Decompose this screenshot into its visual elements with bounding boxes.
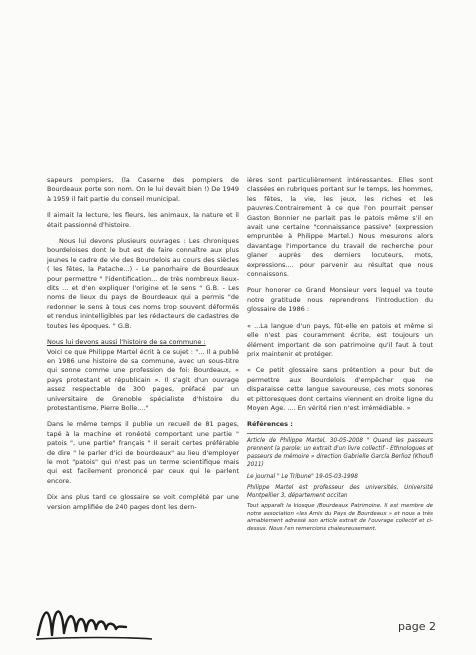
divider [247, 433, 433, 434]
paragraph: Il aimait la lecture, les fleurs, les animaux, la nature et il était passionné d'histoire. [47, 211, 239, 229]
section-subtitle: Nous lui devons aussi l'histoire de sa commune : [47, 338, 206, 347]
quote-paragraph: « ...La langue d'un pays, fût-elle en patois et même si elle n'est pas couramment écrite, est toujours un élément important de son patrimoine qu'il faut à tout prix maintenir et protéger. [247, 321, 433, 358]
paragraph: ières sont particulièrement intéressantes. Elles sont classées en rubriques portant sur le temps, les hommes, les fêtes, la vie, les jeux, les riches et les pauvres.Contrairement à ce que l'on pourrait penser Gaston Bonnier ne parlait pas le patois même s'il en avait une certaine "connaissance passive" (expression empruntée à Philippe Martel.) Nous mesurons alors davantage l'importance du travail de recherche pour glaner auprès des derniers locuteurs, mots, expressions.... pour parvenir au résultat que nous connaissons. [247, 176, 433, 279]
reference-item: Le journal " Le Tribune" 19-05-03-1998 [247, 473, 358, 480]
page-number: page 2 [398, 620, 436, 633]
right-column [247, 176, 433, 537]
paragraph: Pour honorer ce Grand Monsieur vers lequel va toute notre gratitude nous reprendrons l'introduction du glossaire de 1986 : [247, 286, 433, 314]
handwritten-signature-logo [34, 585, 154, 645]
references-block [247, 420, 433, 533]
paragraph: sapeurs pompiers, (la Caserne des pompiers de Bourdeaux porte son nom. On le lui devait bien !) De 1949 à 1959 il fait partie du conseil municipal. [47, 176, 239, 203]
reference-note: Tout apparaît la kiosque /Bourdeaux Patrimoine. Il est membre de notre association «les Amis du Pays de Bourdeaux » et nous a très aimablement adressé son article extrait de l'ouvrage collectif et ci-dessus. Nous l'en remercions chaleureusement. [247, 503, 433, 532]
left-column [47, 176, 239, 519]
reference-item: Philippe Martel est professeur des universités, Université Montpellier 3, département occitan [247, 484, 433, 499]
quote-paragraph: « Ce petit glossaire sans prétention a pour but de permettre aux Bourdelois d'empêcher que ne disparaisse cette langue savoureuse, ces mots sonores et pittoresques dont certains viennent en droite ligne du Moyen Age. .... En vérité rien n'est irrémédiable. » [247, 366, 433, 412]
paragraph: Dans le même temps il publie un recueil de 81 pages, tapé à la machine et ronéoté comportant une partie " patois ", une partie" français " Il serait certes préférable de dire " le parler d'ici de bourdeaux" au lieu d'employer le mot "patois" qui n'est pas un terme scientifique mais qui est facilement prononcé par ceux qui le parlent encore. [47, 420, 239, 485]
paragraph: Dix ans plus tard ce glossaire se voit complété par une version amplifiée de 240 pages dont les dern- [47, 493, 239, 511]
paragraph: Voici ce que Philippe Martel écrit à ce sujet : "... Il a publié en 1986 une histoire de sa commune, avec un sous-titre qui sonne comme une profession de foi: Bourdeaux, « pays protestant et républicain ». Il s'agit d'un ouvrage assez respectable de 300 pages, préfacé par un universitaire de Grenoble spécialiste d'histoire du protestantisme, Pierre Bolle...." [47, 347, 239, 412]
paragraph: Nous lui devons plusieurs ouvrages : Les chroniques bourdeloises dont le but est de faire connaître aux plus jeunes le cadre de vie des Bourdelois au cours des siècles ( les fêtes, la Patache...) - Le panorhaire de Bourdeaux pour permettre " l'identification... de très nombreux lieux-dits ... et d'en expliquer l'origine et le sens " G.B. - Les noms de lieux du pays de Bourdeaux qui a permis "de redonner le sens à tous ces noms trop souvent déformés et rendus inintelligibles par les rédacteurs de cadastres de toutes les époques. " G.B. [47, 237, 239, 330]
references-title: Références : [247, 420, 293, 429]
reference-item: Article de Philippe Martel, 30-05-2008 " Quand les passeurs prennent la parole: un extrait d'un livre collectif - Ethnologues et passeurs de mémoire » direction Gabrielle García Berlioz (Khoufi 2011) [247, 437, 433, 469]
